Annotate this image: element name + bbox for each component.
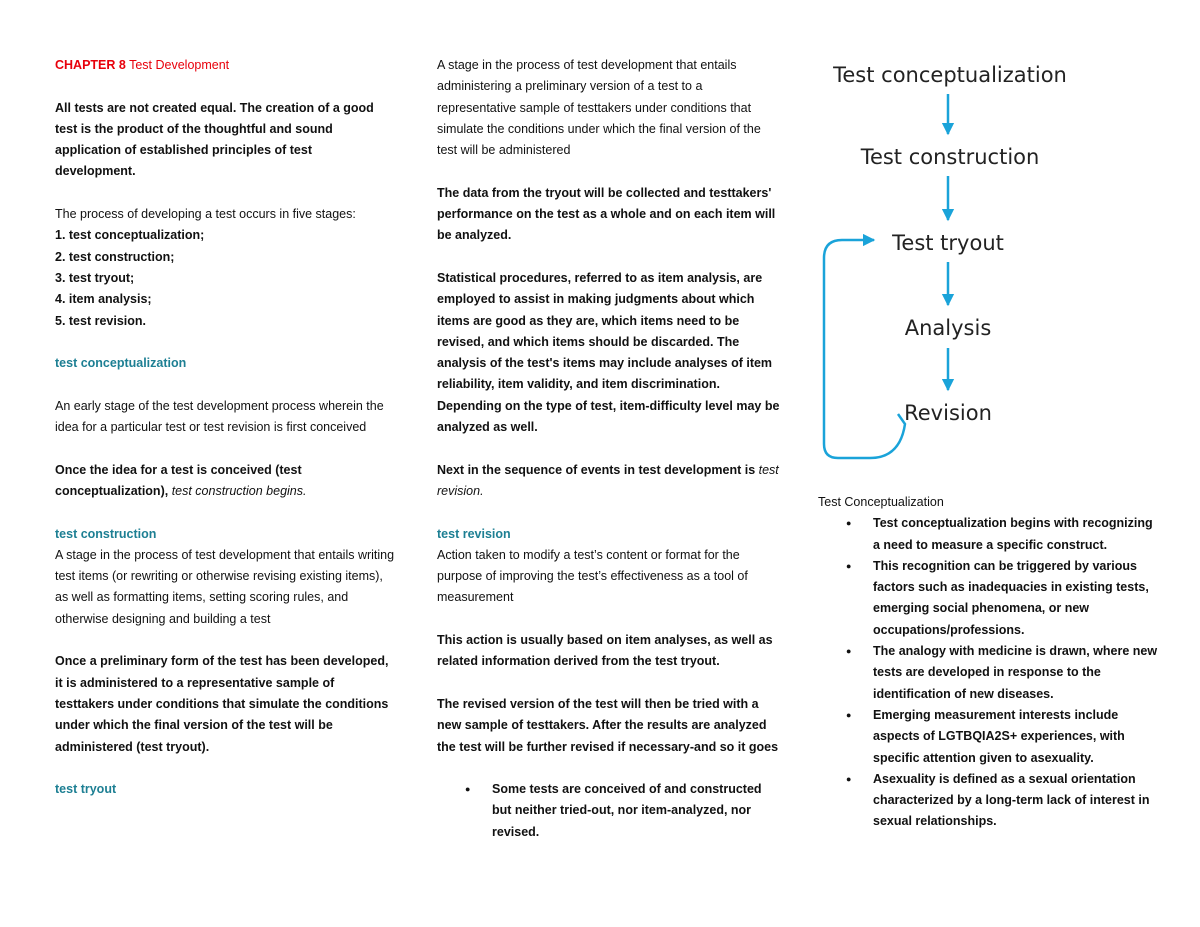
stage-item: 4. item analysis; (55, 292, 152, 307)
heading-test-construction: test construction (55, 526, 157, 541)
stage-item: 3. test tryout; (55, 270, 135, 285)
revised-version-paragraph: The revised version of the test will then be tried with a new sample of testtakers. After the results are analyzed the test will be further revised if necessary-and so it goes (437, 696, 779, 754)
step-label-conceptualization: Test conceptualization (833, 63, 1067, 87)
list-item: ● Emerging measurement interests include aspects of LGTBQIA2S+ experiences, with specific attention given to asexuality. (818, 705, 1158, 769)
revision-bullet-list (437, 779, 782, 843)
preliminary-paragraph: Once a preliminary form of the test has been developed, it is administered to a representative sample of testtakers under conditions that simulate the conditions under which the final version of the test will be administered (test tryout). (55, 654, 389, 754)
construction-note-text: Once the idea for a test is conceived (test conceptualization), (55, 462, 302, 498)
stage-item: 1. test conceptualization; (55, 228, 205, 243)
item-analysis-paragraph: Statistical procedures, referred to as item analysis, are employed to assist in making judgments about which items are good as they are, which items need to be revised, and which items should be discarded. The analysis of the test's items may include analyses of item reliability, item validity, and item discrimination. Depending on the type of test, item-difficulty level may be analyzed as well. (437, 270, 780, 435)
column-3 (818, 492, 1158, 833)
process-intro: The process of developing a test occurs in five stages: (55, 207, 356, 222)
stage-item: 5. test revision. (55, 313, 147, 328)
next-sequence-text: Next in the sequence of events in test development is (437, 462, 759, 477)
conceptualization-bullet-list (818, 513, 1158, 832)
step-label-revision: Revision (904, 401, 992, 425)
next-sequence-italic: test revision. (437, 462, 779, 498)
test-development-flow-diagram (810, 48, 1100, 468)
list-item: ● This recognition can be triggered by various factors such as inadequacies in existing tests, emerging social phenomena, or new occupations/professions. (818, 556, 1158, 641)
step-label-analysis: Analysis (904, 316, 992, 340)
step-label-construction: Test construction (860, 145, 1040, 169)
column-1 (55, 55, 395, 800)
tryout-data-paragraph: The data from the tryout will be collected and testtakers' performance on the test as a whole and on each item will be analyzed. (437, 185, 776, 243)
list-item: ● Asexuality is defined as a sexual orientation characterized by a long-term lack of interest in sexual relationships. (818, 769, 1158, 833)
next-sequence-paragraph (437, 460, 782, 503)
chapter-heading (55, 55, 395, 76)
section-heading-test-conceptualization: Test Conceptualization (818, 495, 944, 509)
tryout-definition: A stage in the process of test development that entails administering a preliminary version of a test to a representative sample of testtakers under conditions that simulate the conditions under which the final version of the test will be administered (437, 58, 761, 158)
construction-note (55, 460, 395, 503)
heading-test-tryout: test tryout (55, 782, 117, 797)
heading-test-conceptualization: test conceptualization (55, 356, 187, 371)
feedback-loop-arrow-icon (824, 240, 905, 458)
heading-test-revision: test revision (437, 526, 511, 541)
chapter-number: CHAPTER 8 (55, 58, 126, 72)
construction-definition: A stage in the process of test development that entails writing test items (or rewriting or otherwise revising existing items), as well as formatting items, setting scoring rules, and otherwise designing and building a test (55, 547, 395, 626)
step-label-tryout: Test tryout (892, 231, 1004, 255)
list-item: ● Some tests are conceived of and constructed but neither tried-out, nor item-analyzed, nor revised. (437, 779, 782, 843)
list-item: ● Test conceptualization begins with recognizing a need to measure a specific construct. (818, 513, 1158, 556)
stage-item: 2. test construction; (55, 249, 175, 264)
revision-definition: Action taken to modify a test’s content or format for the purpose of improving the test’s effectiveness as a tool of measurement (437, 547, 748, 605)
chapter-title: Test Development (129, 58, 230, 72)
conceptualization-definition: An early stage of the test development process wherein the idea for a particular test or test revision is first conceived (55, 398, 384, 435)
intro-paragraph: All tests are not created equal. The creation of a good test is the product of the thoughtful and sound application of established principles of test development. (55, 100, 374, 179)
construction-note-italic: test construction begins. (171, 483, 307, 498)
list-item: ● The analogy with medicine is drawn, where new tests are developed in response to the identification of new diseases. (818, 641, 1158, 705)
revision-basis-paragraph: This action is usually based on item analyses, as well as related information derived from the test tryout. (437, 633, 773, 669)
column-2 (437, 55, 782, 843)
